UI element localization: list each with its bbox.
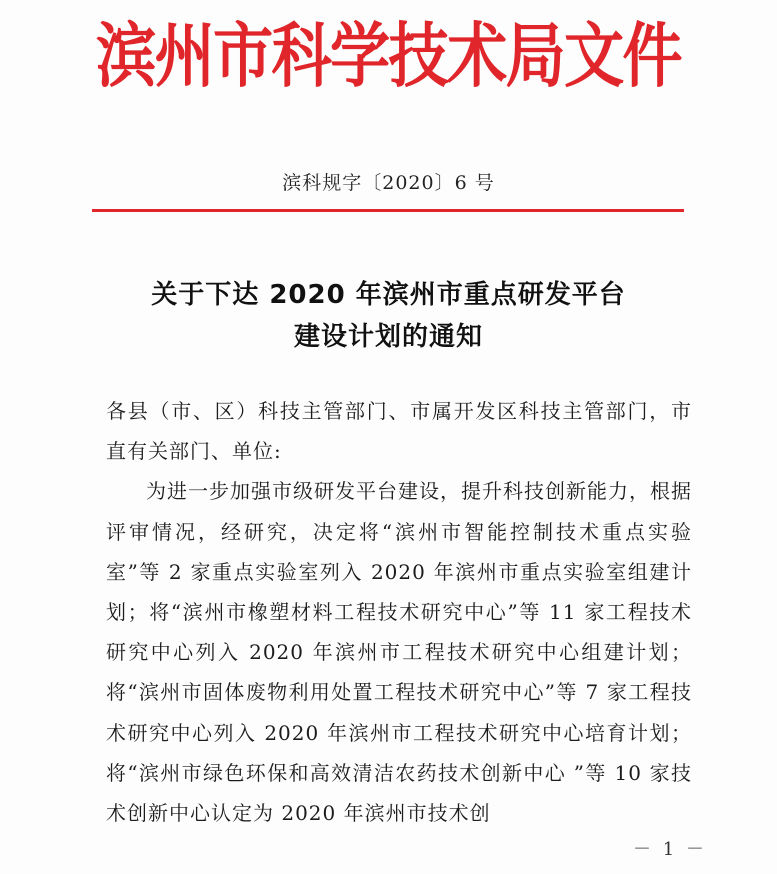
document-body — [106, 391, 692, 833]
masthead-title: 滨州市科学技术局文件 — [96, 14, 681, 97]
document-title-line-1: 关于下达 2020 年滨州市重点研发平台 — [151, 280, 626, 310]
document-title-line-2: 建设计划的通知 — [293, 322, 483, 352]
salutation: 各县（市、区）科技主管部门、市属开发区科技主管部门，市直有关部门、单位: — [106, 399, 692, 464]
body-paragraph-1: 为进一步加强市级研发平台建设，提升科技创新能力，根据评审情况，经研究，决定将“滨州市智能控制技术重点实验室”等 2 家重点实验室列入 2020 年滨州市重点实验室组建计划；将“滨州市橡塑材料工程技术研究中心”等 11 家工程技术研究中心列入 2020 年滨州市工程技术研究中心组建计划；将“滨州市固体废物利用处置工程技术研究中心”等 7 家工程技术研究中心列入 2020 年滨州市工程技术研究中心培育计划；将“滨州市绿色环保和高效清洁农药技术创新中心 ”等 10 家技术创新中心认定为 2020 年滨州市技术创 — [106, 479, 692, 826]
document-number: 滨科规字〔2020〕6 号 — [282, 172, 495, 194]
red-divider-line — [92, 209, 684, 212]
page-number: － 1 － — [633, 839, 707, 860]
document-title — [0, 274, 777, 358]
